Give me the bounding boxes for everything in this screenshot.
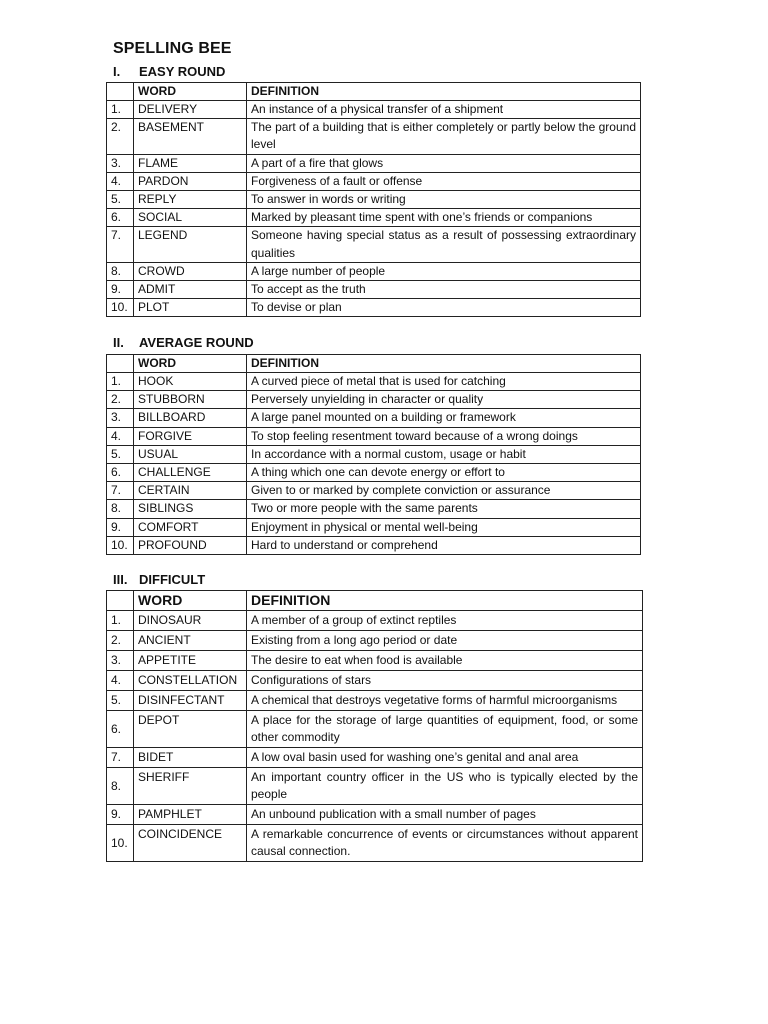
table-row [107, 691, 643, 711]
section-name: AVERAGE ROUND [139, 335, 254, 350]
row-definition: Enjoyment in physical or mental well-being [247, 518, 641, 536]
row-number: 6. [107, 711, 134, 748]
row-number: 10. [107, 299, 134, 317]
row-number: 7. [107, 748, 134, 768]
row-definition: A remarkable concurrence of events or circumstances without apparent causal connection. [247, 825, 643, 862]
table-row [107, 427, 641, 445]
header-definition-cell: DEFINITION [247, 591, 643, 611]
header-definition-cell: DEFINITION [247, 355, 641, 373]
row-word: BILLBOARD [134, 409, 247, 427]
table-header-row [107, 83, 641, 101]
row-number: 6. [107, 464, 134, 482]
row-definition: Marked by pleasant time spent with one’s friends or companions [247, 209, 641, 227]
row-word: PARDON [134, 172, 247, 190]
row-definition: Hard to understand or comprehend [247, 536, 641, 554]
row-word: FORGIVE [134, 427, 247, 445]
row-definition: To accept as the truth [247, 281, 641, 299]
row-word: PAMPHLET [134, 805, 247, 825]
row-number: 3. [107, 409, 134, 427]
header-word-cell: WORD [134, 355, 247, 373]
table-row [107, 281, 641, 299]
row-number: 4. [107, 172, 134, 190]
row-word: DINOSAUR [134, 611, 247, 631]
table-row [107, 209, 641, 227]
row-number: 1. [107, 373, 134, 391]
row-definition: A low oval basin used for washing one’s genital and anal area [247, 748, 643, 768]
row-number: 9. [107, 805, 134, 825]
row-number: 2. [107, 119, 134, 154]
section-title-average [113, 335, 254, 350]
row-definition: To devise or plan [247, 299, 641, 317]
row-word: DISINFECTANT [134, 691, 247, 711]
row-definition: An instance of a physical transfer of a shipment [247, 101, 641, 119]
table-row [107, 482, 641, 500]
section-number: III. [113, 572, 128, 587]
row-word: BIDET [134, 748, 247, 768]
row-number: 5. [107, 691, 134, 711]
row-number: 10. [107, 536, 134, 554]
table-row [107, 611, 643, 631]
row-number: 7. [107, 227, 134, 262]
row-word: COMFORT [134, 518, 247, 536]
document-title: SPELLING BEE [113, 40, 232, 57]
row-word: CONSTELLATION [134, 671, 247, 691]
header-number-cell [107, 355, 134, 373]
table-row [107, 227, 641, 262]
table-row [107, 445, 641, 463]
section-title-difficult [113, 572, 205, 587]
row-definition: A member of a group of extinct reptiles [247, 611, 643, 631]
row-number: 7. [107, 482, 134, 500]
row-definition: A thing which one can devote energy or effort to [247, 464, 641, 482]
row-word: SHERIFF [134, 768, 247, 805]
table-row [107, 748, 643, 768]
row-definition: The desire to eat when food is available [247, 651, 643, 671]
table-row [107, 119, 641, 154]
row-word: HOOK [134, 373, 247, 391]
row-number: 3. [107, 154, 134, 172]
row-number: 4. [107, 671, 134, 691]
row-number: 2. [107, 631, 134, 651]
table-row [107, 536, 641, 554]
row-definition: A place for the storage of large quantities of equipment, food, or some other commodity [247, 711, 643, 748]
header-word-cell: WORD [134, 83, 247, 101]
row-word: COINCIDENCE [134, 825, 247, 862]
header-number-cell [107, 83, 134, 101]
header-number-cell [107, 591, 134, 611]
table-row [107, 631, 643, 651]
row-word: SOCIAL [134, 209, 247, 227]
row-word: LEGEND [134, 227, 247, 262]
row-word: CROWD [134, 262, 247, 280]
row-number: 8. [107, 262, 134, 280]
row-definition: Perversely unyielding in character or quality [247, 391, 641, 409]
section-name: DIFFICULT [139, 572, 206, 587]
row-number: 5. [107, 445, 134, 463]
row-word: USUAL [134, 445, 247, 463]
row-number: 1. [107, 611, 134, 631]
table-row [107, 518, 641, 536]
table-row [107, 825, 643, 862]
table-row [107, 711, 643, 748]
row-definition: An important country officer in the US who is typically elected by the people [247, 768, 643, 805]
row-definition: A curved piece of metal that is used for catching [247, 373, 641, 391]
row-word: REPLY [134, 191, 247, 209]
table-row [107, 154, 641, 172]
row-number: 10. [107, 825, 134, 862]
row-word: SIBLINGS [134, 500, 247, 518]
row-definition: Two or more people with the same parents [247, 500, 641, 518]
row-word: CERTAIN [134, 482, 247, 500]
row-definition: A part of a fire that glows [247, 154, 641, 172]
row-word: DEPOT [134, 711, 247, 748]
table-row [107, 500, 641, 518]
row-number: 9. [107, 281, 134, 299]
row-definition: A large number of people [247, 262, 641, 280]
average-round-table [106, 354, 641, 555]
row-definition: To answer in words or writing [247, 191, 641, 209]
row-number: 8. [107, 768, 134, 805]
table-row [107, 172, 641, 190]
section-number: II. [113, 335, 124, 350]
section-number: I. [113, 64, 121, 79]
row-number: 9. [107, 518, 134, 536]
row-definition: To stop feeling resentment toward because of a wrong doings [247, 427, 641, 445]
row-number: 8. [107, 500, 134, 518]
row-number: 4. [107, 427, 134, 445]
table-row [107, 191, 641, 209]
row-word: PLOT [134, 299, 247, 317]
row-number: 3. [107, 651, 134, 671]
header-word-cell: WORD [134, 591, 247, 611]
row-definition: Someone having special status as a result of possessing extraordinary qualities [247, 227, 641, 262]
row-word: BASEMENT [134, 119, 247, 154]
row-number: 2. [107, 391, 134, 409]
row-definition: Configurations of stars [247, 671, 643, 691]
table-row [107, 768, 643, 805]
row-definition: The part of a building that is either completely or partly below the ground level [247, 119, 641, 154]
row-word: CHALLENGE [134, 464, 247, 482]
row-definition: A chemical that destroys vegetative forms of harmful microorganisms [247, 691, 643, 711]
header-definition-cell: DEFINITION [247, 83, 641, 101]
row-definition: In accordance with a normal custom, usage or habit [247, 445, 641, 463]
row-word: PROFOUND [134, 536, 247, 554]
table-header-row [107, 591, 643, 611]
row-word: FLAME [134, 154, 247, 172]
row-definition: Existing from a long ago period or date [247, 631, 643, 651]
row-word: DELIVERY [134, 101, 247, 119]
section-title-easy [113, 64, 225, 79]
row-definition: Forgiveness of a fault or offense [247, 172, 641, 190]
table-row [107, 391, 641, 409]
table-row [107, 464, 641, 482]
table-header-row [107, 355, 641, 373]
row-number: 5. [107, 191, 134, 209]
table-row [107, 262, 641, 280]
easy-round-table [106, 82, 641, 317]
table-row [107, 805, 643, 825]
table-row [107, 373, 641, 391]
table-row [107, 651, 643, 671]
row-number: 6. [107, 209, 134, 227]
table-row [107, 409, 641, 427]
row-word: ADMIT [134, 281, 247, 299]
row-word: STUBBORN [134, 391, 247, 409]
table-row [107, 671, 643, 691]
row-definition: An unbound publication with a small number of pages [247, 805, 643, 825]
row-word: ANCIENT [134, 631, 247, 651]
section-name: EASY ROUND [139, 64, 226, 79]
table-row [107, 101, 641, 119]
row-definition: A large panel mounted on a building or framework [247, 409, 641, 427]
difficult-round-table [106, 590, 643, 862]
table-row [107, 299, 641, 317]
row-word: APPETITE [134, 651, 247, 671]
row-definition: Given to or marked by complete conviction or assurance [247, 482, 641, 500]
row-number: 1. [107, 101, 134, 119]
